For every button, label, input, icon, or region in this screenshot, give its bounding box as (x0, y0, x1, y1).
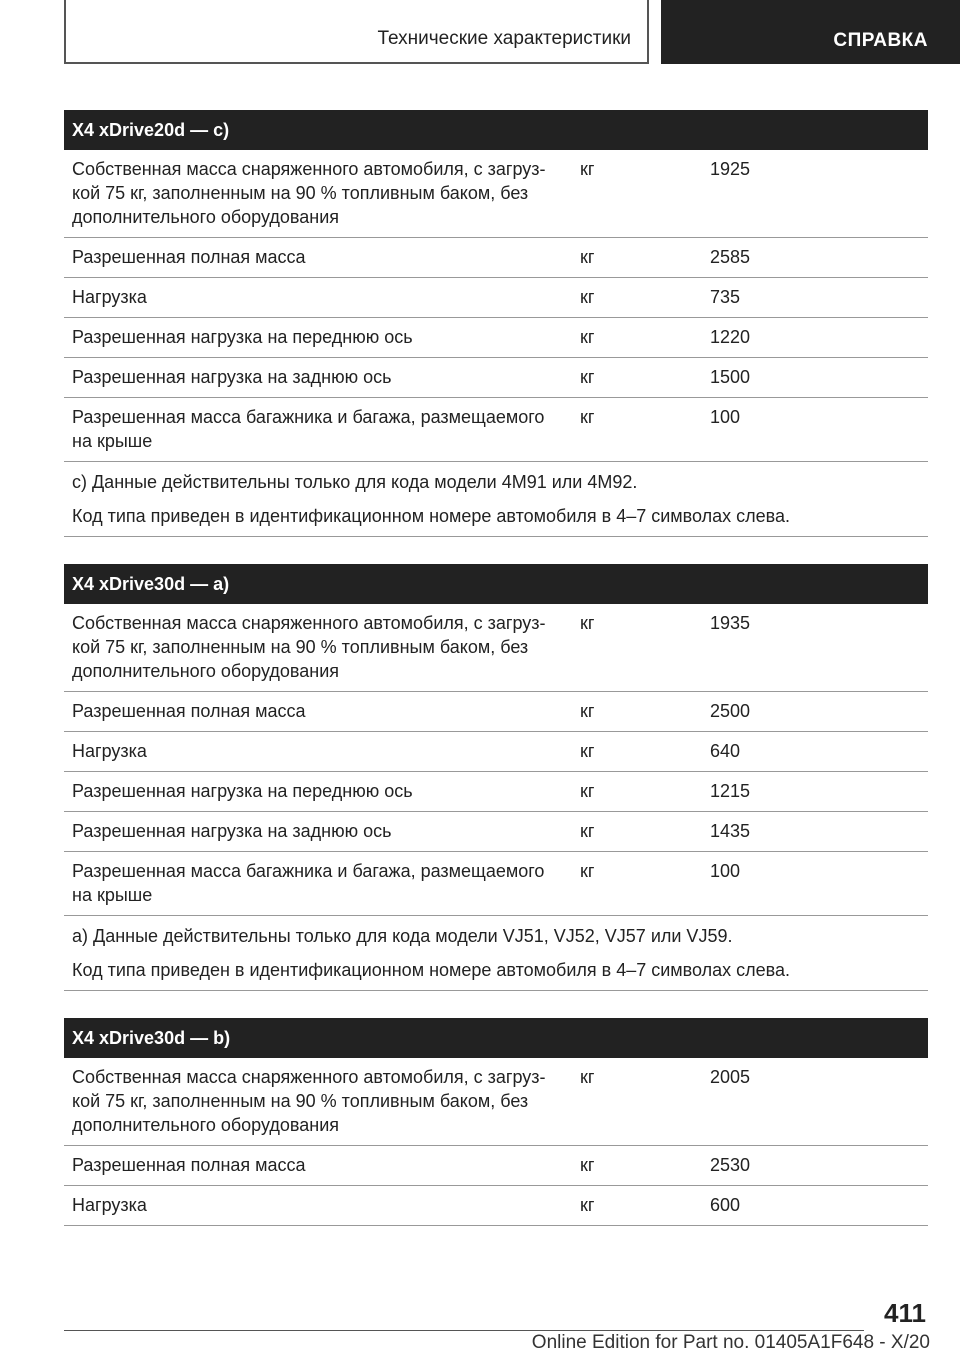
row-value: 2005 (710, 1067, 751, 1087)
table-row (64, 692, 928, 732)
row-unit: кг (580, 701, 595, 721)
table-row (64, 318, 928, 358)
table-row (64, 604, 928, 692)
row-label: Разрешенная масса багажника и багажа, размещаемого на крыше (72, 861, 545, 905)
footnote-text: c) Данные действительны только для кода модели 4M91 или 4M92. (72, 472, 638, 492)
row-value: 1220 (710, 327, 751, 347)
row-label: Собственная масса снаряженного автомобиля, с загруз- кой 75 кг, заполненным на 90 % топливным баком, без дополнительного оборудования (72, 159, 546, 227)
row-value: 1935 (710, 613, 751, 633)
section-notes (64, 916, 928, 991)
row-value: 1500 (710, 367, 751, 387)
footnote-text: Код типа приведен в идентификационном номере автомобиля в 4–7 символах слева. (72, 506, 791, 526)
footer-divider (64, 1330, 864, 1331)
row-label: Разрешенная нагрузка на переднюю ось (72, 781, 413, 801)
row-unit: кг (580, 1067, 595, 1087)
table-row (64, 812, 928, 852)
row-value: 2500 (710, 701, 751, 721)
section-notes (64, 462, 928, 537)
row-unit: кг (580, 821, 595, 841)
row-unit: кг (580, 159, 595, 179)
table-row (64, 1146, 928, 1186)
section-title: X4 xDrive30d — a) (64, 564, 928, 604)
row-unit: кг (580, 327, 595, 347)
row-unit: кг (580, 1195, 595, 1215)
row-value: 600 (710, 1195, 741, 1215)
spec-section (64, 110, 928, 537)
section-title: X4 xDrive20d — c) (64, 110, 928, 150)
row-label: Собственная масса снаряженного автомобиля, с загруз- кой 75 кг, заполненным на 90 % топливным баком, без дополнительного оборудования (72, 613, 546, 681)
row-value: 1435 (710, 821, 751, 841)
row-label: Разрешенная полная масса (72, 247, 306, 267)
footnote-text: a) Данные действительны только для кода модели VJ51, VJ52, VJ57 или VJ59. (72, 926, 733, 946)
row-value: 2585 (710, 247, 751, 267)
row-unit: кг (580, 781, 595, 801)
row-value: 100 (710, 861, 741, 881)
row-unit: кг (580, 367, 595, 387)
footer-edition: Online Edition for Part no. 01405A1F648 - X/20 (531, 1332, 930, 1353)
row-label: Нагрузка (72, 741, 147, 761)
section-title: X4 xDrive30d — b) (64, 1018, 928, 1058)
row-unit: кг (580, 247, 595, 267)
row-value: 100 (710, 407, 741, 427)
row-label: Разрешенная нагрузка на переднюю ось (72, 327, 413, 347)
row-label: Разрешенная нагрузка на заднюю ось (72, 821, 392, 841)
table-row (64, 358, 928, 398)
footnote-text: Код типа приведен в идентификационном номере автомобиля в 4–7 символах слева. (72, 960, 791, 980)
row-value: 1925 (710, 159, 751, 179)
header-section-title (64, 0, 649, 64)
table-row (64, 398, 928, 462)
row-label: Разрешенная полная масса (72, 1155, 306, 1175)
spec-section (64, 564, 928, 991)
row-unit: кг (580, 613, 595, 633)
row-value: 640 (710, 741, 741, 761)
row-label: Собственная масса снаряженного автомобиля, с загруз- кой 75 кг, заполненным на 90 % топливным баком, без дополнительного оборудования (72, 1067, 546, 1135)
row-unit: кг (580, 861, 595, 881)
table-row (64, 1058, 928, 1146)
row-label: Разрешенная нагрузка на заднюю ось (72, 367, 392, 387)
row-value: 735 (710, 287, 741, 307)
header-chapter-tab (661, 0, 960, 64)
spec-section (64, 1018, 928, 1226)
table-row (64, 732, 928, 772)
table-row (64, 772, 928, 812)
row-label: Нагрузка (72, 1195, 147, 1215)
row-label: Разрешенная полная масса (72, 701, 306, 721)
table-row (64, 1186, 928, 1226)
row-unit: кг (580, 741, 595, 761)
row-label: Нагрузка (72, 287, 147, 307)
row-unit: кг (580, 287, 595, 307)
row-unit: кг (580, 407, 595, 427)
row-value: 2530 (710, 1155, 751, 1175)
row-label: Разрешенная масса багажника и багажа, размещаемого на крыше (72, 407, 545, 451)
row-value: 1215 (710, 781, 751, 801)
chapter-title-text: СПРАВКА (833, 30, 928, 51)
table-row (64, 150, 928, 238)
section-title-text: Технические характеристики (377, 28, 631, 49)
table-row (64, 238, 928, 278)
table-row (64, 852, 928, 916)
row-unit: кг (580, 1155, 595, 1175)
page-number: 411 (884, 1298, 926, 1328)
table-row (64, 278, 928, 318)
